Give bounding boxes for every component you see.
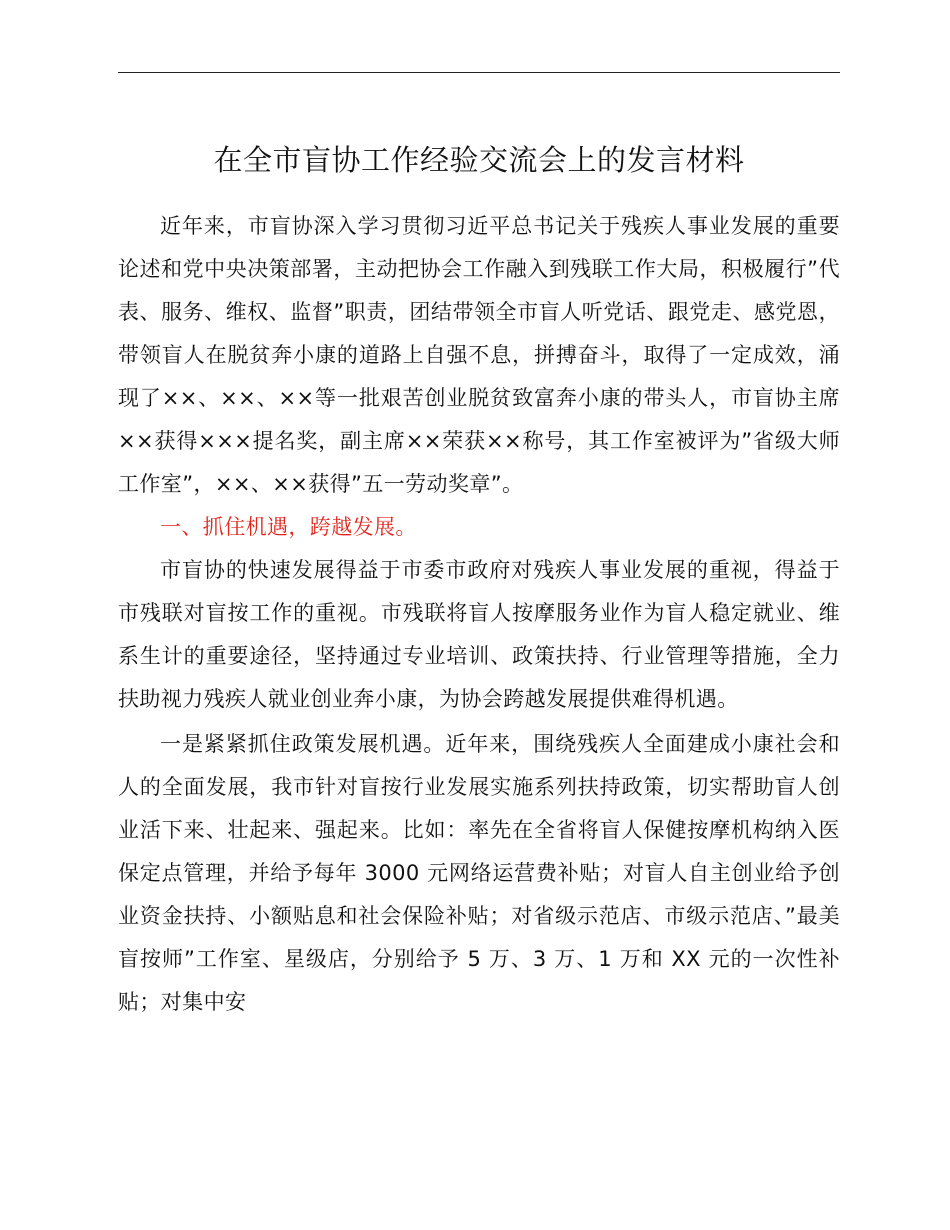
paragraph-section-1: 市盲协的快速发展得益于市委市政府对残疾人事业发展的重视，得益于市残联对盲按工作的重视。市残联将盲人按摩服务业作为盲人稳定就业、维系生计的重要途径，坚持通过专业培训、政策扶持、行业管理等措施，全力扶助视力残疾人就业创业奔小康，为协会跨越发展提供难得机遇。 [118,558,840,711]
document-body [118,205,840,1024]
section-heading-1: 一、抓住机遇，跨越发展。 [160,515,417,539]
paragraph-policy: 一是紧紧抓住政策发展机遇。近年来，围绕残疾人全面建成小康社会和人的全面发展，我市针对盲按行业发展实施系列扶持政策，切实帮助盲人创业活下来、壮起来、强起来。比如：率先在全省将盲人保健按摩机构纳入医保定点管理，并给予每年 3000 元网络运营费补贴；对盲人自主创业给予创业资金扶持、小额贴息和社会保险补贴；对省级示范店、市级示范店、”最美盲按师”工作室、星级店，分别给予 5 万、3 万、1 万和 XX 元的一次性补贴；对集中安 [118,732,840,1014]
document-title: 在全市盲协工作经验交流会上的发言材料 [213,143,745,177]
header-rule [118,72,840,73]
paragraph-intro: 近年来，市盲协深入学习贯彻习近平总书记关于残疾人事业发展的重要论述和党中央决策部署，主动把协会工作融入到残联工作大局，积极履行”代表、服务、维权、监督”职责，团结带领全市盲人听党话、跟党走、感党恩，带领盲人在脱贫奔小康的道路上自强不息，拼搏奋斗，取得了一定成效，涌现了××、××、××等一批艰苦创业脱贫致富奔小康的带头人，市盲协主席××获得×××提名奖，副主席××荣获××称号，其工作室被评为”省级大师工作室”，××、××获得”五一劳动奖章”。 [118,214,840,496]
